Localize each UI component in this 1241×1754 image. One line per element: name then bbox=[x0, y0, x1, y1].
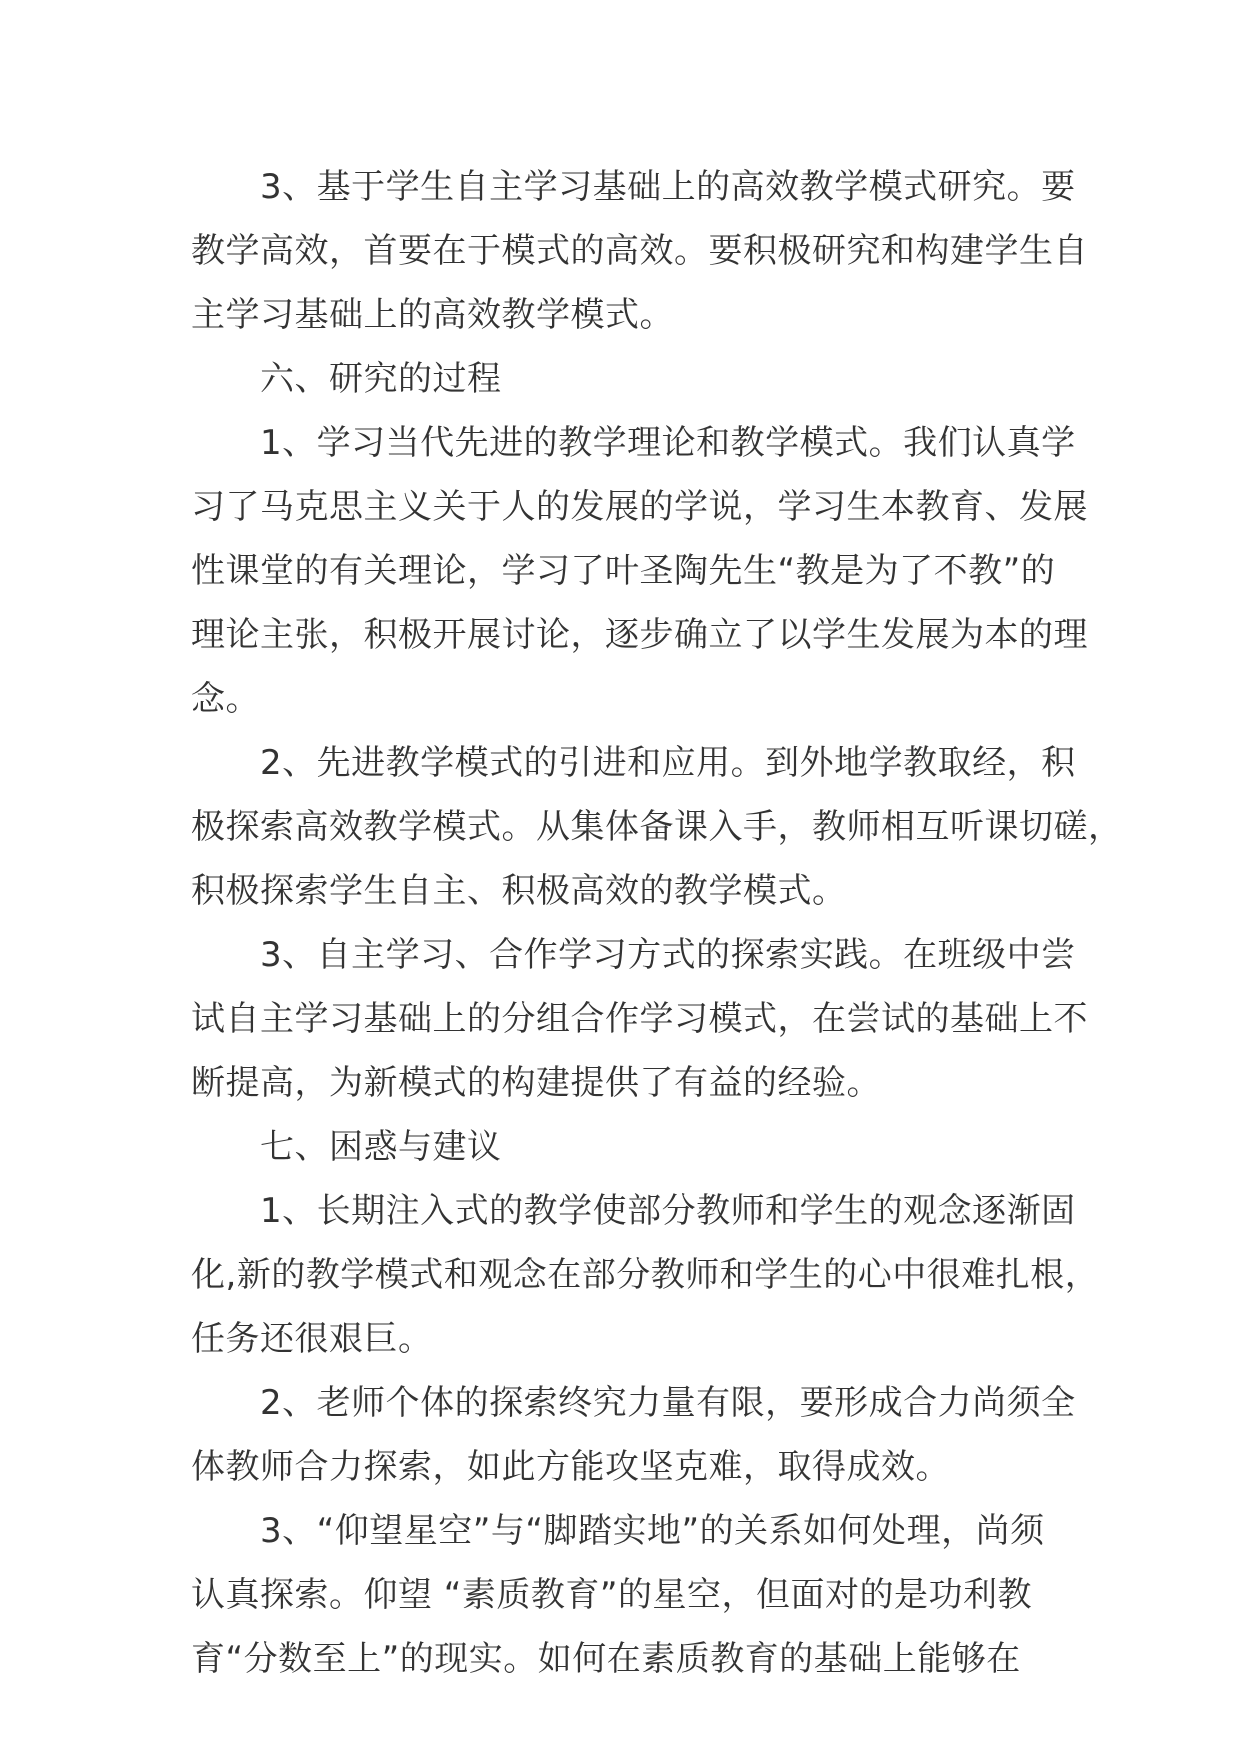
paragraph-confusion-1 bbox=[191, 1179, 1100, 1371]
text-line: 任务还很艰巨。 bbox=[191, 1319, 433, 1359]
text-line: 育“分数至上”的现实。如何在素质教育的基础上能够在 bbox=[191, 1639, 1021, 1679]
paragraph-confusion-2 bbox=[191, 1371, 1076, 1499]
text-line: 体教师合力探索，如此方能攻坚克难，取得成效。 bbox=[191, 1447, 950, 1487]
text-line: 化,新的教学模式和观念在部分教师和学生的心中很难扎根， bbox=[191, 1255, 1100, 1295]
heading-line: 七、困惑与建议 bbox=[191, 1127, 502, 1167]
text-line: 念。 bbox=[191, 679, 260, 719]
text-line: 理论主张，积极开展讨论，逐步确立了以学生发展为本的理 bbox=[191, 615, 1088, 655]
text-line: 教学高效，首要在于模式的高效。要积极研究和构建学生自 bbox=[191, 231, 1088, 271]
text-line: 认真探索。仰望 “素质教育”的星空，但面对的是功利教 bbox=[191, 1575, 1033, 1615]
paragraph-process-3 bbox=[191, 923, 1088, 1115]
document-page bbox=[191, 155, 1123, 1691]
text-line: 主学习基础上的高效教学模式。 bbox=[191, 295, 674, 335]
paragraph-item-3-research-topic bbox=[191, 155, 1088, 347]
section-heading-confusion bbox=[191, 1115, 1051, 1179]
text-line: 3、自主学习、合作学习方式的探索实践。在班级中尝 bbox=[191, 935, 1076, 975]
paragraph-confusion-3 bbox=[191, 1499, 1051, 1691]
paragraph-process-1 bbox=[191, 411, 1088, 731]
text-line: 试自主学习基础上的分组合作学习模式，在尝试的基础上不 bbox=[191, 999, 1088, 1039]
text-line: 3、基于学生自主学习基础上的高效教学模式研究。要 bbox=[191, 167, 1076, 207]
heading-line: 六、研究的过程 bbox=[191, 359, 502, 399]
text-line: 性课堂的有关理论，学习了叶圣陶先生“教是为了不教”的 bbox=[191, 551, 1056, 591]
text-line: 1、学习当代先进的教学理论和教学模式。我们认真学 bbox=[191, 423, 1076, 463]
text-line: 2、老师个体的探索终究力量有限，要形成合力尚须全 bbox=[191, 1383, 1076, 1423]
text-line: 2、先进教学模式的引进和应用。到外地学教取经，积 bbox=[191, 743, 1076, 783]
text-line: 极探索高效教学模式。从集体备课入手，教师相互听课切磋， bbox=[191, 807, 1123, 847]
text-line: 习了马克思主义关于人的发展的学说，学习生本教育、发展 bbox=[191, 487, 1088, 527]
text-line: 积极探索学生自主、积极高效的教学模式。 bbox=[191, 871, 847, 911]
section-heading-process bbox=[191, 347, 1051, 411]
paragraph-process-2 bbox=[191, 731, 1123, 923]
text-line: 1、长期注入式的教学使部分教师和学生的观念逐渐固 bbox=[191, 1191, 1076, 1231]
text-line: 3、“仰望星空”与“脚踏实地”的关系如何处理，尚须 bbox=[191, 1511, 1045, 1551]
text-line: 断提高，为新模式的构建提供了有益的经验。 bbox=[191, 1063, 881, 1103]
